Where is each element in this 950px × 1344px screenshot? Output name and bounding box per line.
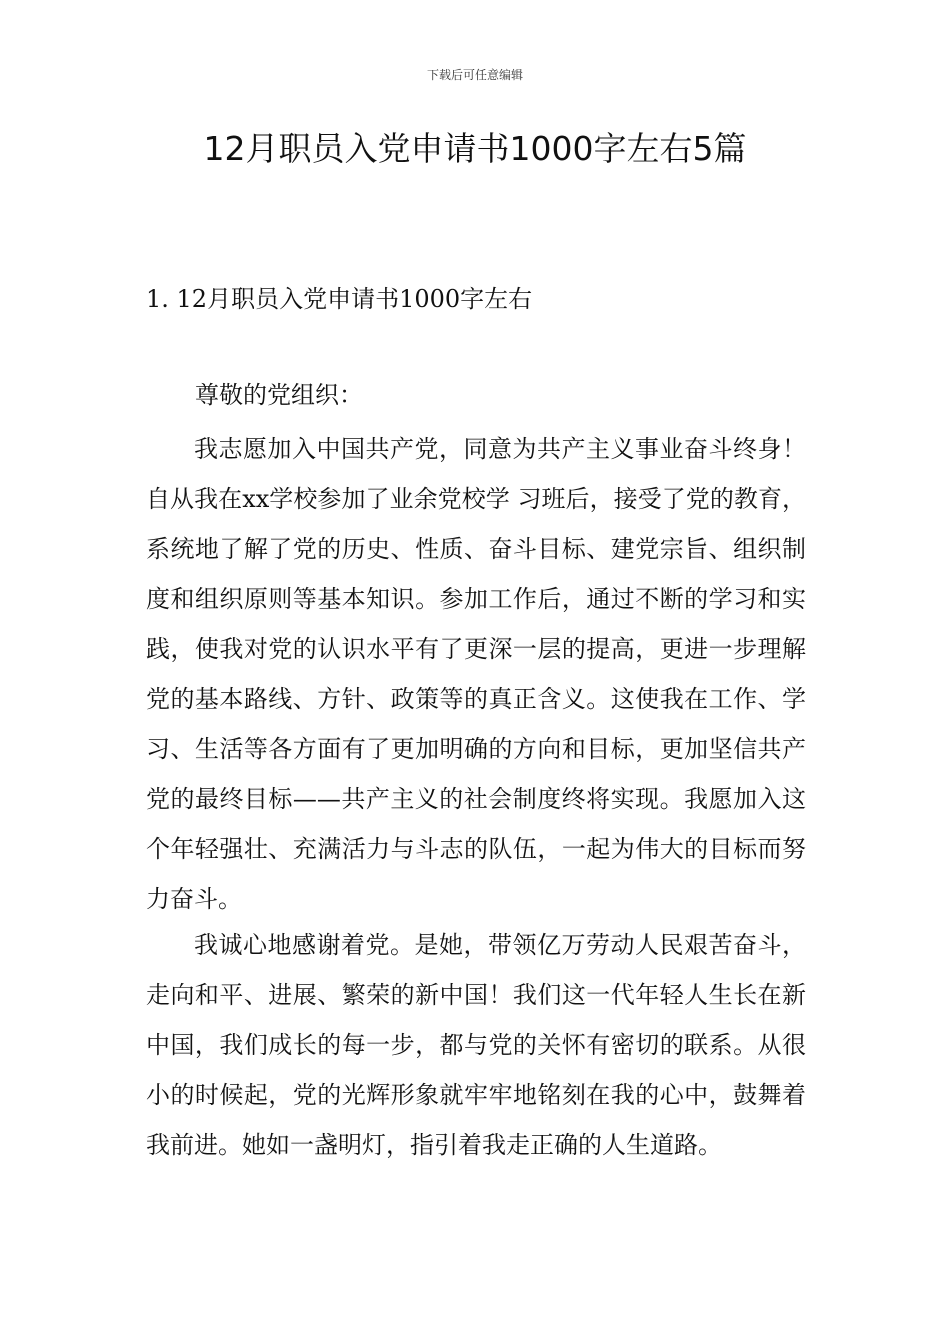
salutation: 尊敬的党组织： [195,381,363,409]
document-title: 12月职员入党申请书1000字左右5篇 [203,129,747,168]
section-heading: 1. 12月职员入党申请书1000字左右 [146,285,533,313]
header-note: 下载后可任意编辑 [426,68,523,82]
body-paragraph: 我诚心地感谢着党。是她，带领亿万劳动人民艰苦奋斗，走向和平、进展、繁荣的新中国！我们这一代年轻人生长在新中国，我们成长的每一步，都与党的关怀有密切的联系。从很小的时候起，党的光辉形象就牢牢地铭刻在我的心中，鼓舞着我前进。她如一盏明灯，指引着我走正确的人生道路。 [146,931,806,1159]
body-paragraph: 我志愿加入中国共产党，同意为共产主义事业奋斗终身！自从我在xx学校参加了业余党校学 习班后，接受了党的教育，系统地了解了党的历史、性质、奋斗目标、建党宗旨、组织制度和组织原则等基本知识。参加工作后，通过不断的学习和实践，使我对党的认识水平有了更深一层的提高，更进一步理解党的基本路线、方针、政策等的真正含义。这使我在工作、学习、生活等各方面有了更加明确的方向和目标，更加坚信共产党的最终目标——共产主义的社会制度终将实现。我愿加入这个年轻强壮、充满活力与斗志的队伍，一起为伟大的目标而努力奋斗。 [146,435,806,913]
